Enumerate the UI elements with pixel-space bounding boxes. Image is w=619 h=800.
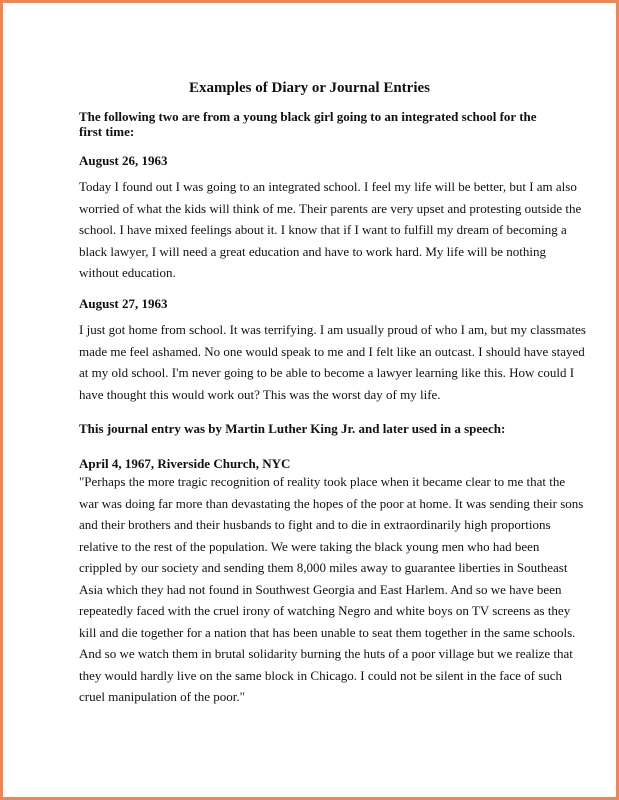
paragraph-line: Asia which they had not found in Southwest Georgia and East Harlem. And so we have been [79, 581, 562, 597]
paragraph-line: crippled by our society and sending them 8,000 miles away to guarantee liberties in Southeast [79, 560, 568, 575]
paragraph-line: I just got home from school. It was terrifying. I am usually proud of who I am, but my classmates [79, 322, 586, 337]
paragraph-line: And so we watch them in brutal solidarity burning the huts of a poor village but we realize that [79, 646, 573, 661]
paragraph-line: relative to the rest of the population. We were taking the black young men who had been [79, 538, 540, 554]
intro-heading: The following two are from a young black girl going to an integrated school for the first time: [79, 109, 537, 139]
paragraph-line: cruel manipulation of the poor." [79, 689, 245, 704]
section-heading: This journal entry was by Martin Luther King Jr. and later used in a speech: [79, 421, 506, 436]
entry-date-1: August 26, 1963 [79, 153, 168, 168]
page-title: Examples of Diary or Journal Entries [189, 80, 430, 96]
paragraph-line: Today I found out I was going to an integrated school. I feel my life will be better, but I am also [79, 179, 577, 194]
paragraph-line: and their brothers and their husbands to fight and to die in extraordinarily high proportions [79, 517, 551, 532]
entry-paragraph-1 [79, 176, 582, 284]
paragraph-line: black lawyer, I will need a great education and have to work hard. My life will be nothing [79, 243, 546, 259]
speech-paragraph [79, 471, 584, 708]
paragraph-line: kill and die together for a nation that has been unable to seat them together in the same schools. [79, 624, 576, 640]
entry-paragraph-2 [79, 319, 586, 405]
entry-date-2: August 27, 1963 [79, 296, 168, 311]
paragraph-line: worried of what the kids will think of me. Their parents are very upset and protesting outside the [79, 200, 582, 216]
paragraph-line: have thought this would work out? This was the worst day of my life. [79, 386, 441, 402]
paragraph-line: they would hardly live on the same block in Chicago. I could not be silent in the face of such [79, 667, 563, 683]
paragraph-line: repeatedly faced with the cruel irony of watching Negro and white boys on TV screens as they [79, 603, 571, 618]
speech-date: April 4, 1967, Riverside Church, NYC [79, 456, 291, 471]
paragraph-line: school. I have mixed feelings about it. I know that if I want to fulfill my dream of becoming a [79, 222, 567, 237]
paragraph-line: war was doing far more than devastating the hopes of the poor at home. It was sending their sons [79, 495, 584, 511]
paragraph-line: "Perhaps the more tragic recognition of reality took place when it became clear to me that the [79, 474, 566, 489]
paragraph-line: without education. [79, 265, 176, 280]
paragraph-line: at my old school. I'm never going to be able to become a lawyer learning like this. How could I [79, 365, 575, 380]
paragraph-line: made me feel ashamed. No one would speak to me and I felt like an outcast. I should have stayed [79, 343, 585, 359]
